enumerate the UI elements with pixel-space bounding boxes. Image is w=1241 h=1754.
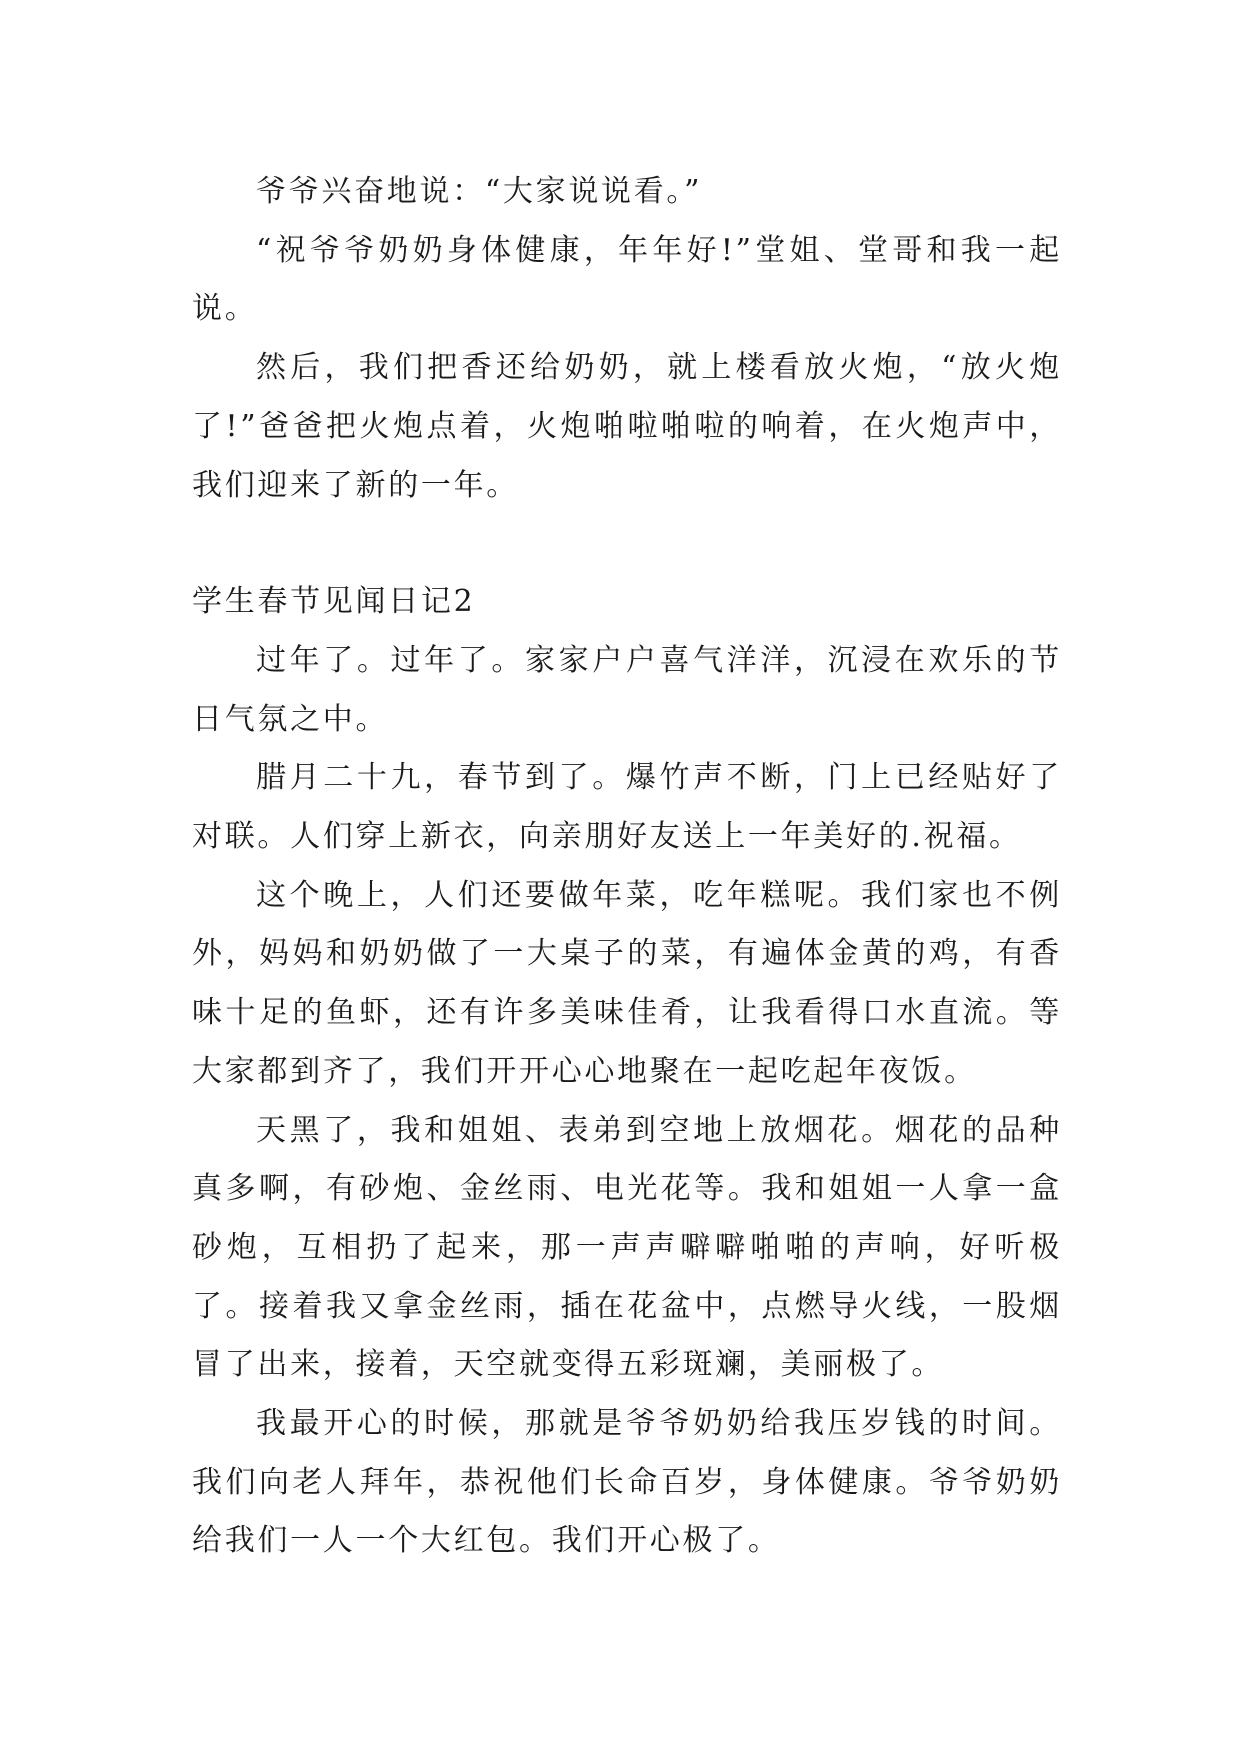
paragraph-2: “祝爷爷奶奶身体健康，年年好!”堂姐、堂哥和我一起说。 bbox=[192, 232, 1062, 327]
paragraph-3: 然后，我们把香还给奶奶，就上楼看放火炮，“放火炮了!”爸爸把火炮点着，火炮啪啦啪啦的响着，在火炮声中，我们迎来了新的一年。 bbox=[192, 350, 1062, 503]
paragraph-7: 天黑了，我和姐姐、表弟到空地上放烟花。烟花的品种真多啊，有砂炮、金丝雨、电光花等。我和姐姐一人拿一盒砂炮，互相扔了起来，那一声声噼噼啪啪的声响，好听极了。接着我又拿金丝雨，插在花盆中，点燃导火线，一股烟冒了出来，接着，天空就变得五彩斑斓，美丽极了。 bbox=[192, 1112, 1062, 1383]
paragraph-8: 我最开心的时候，那就是爷爷奶奶给我压岁钱的时间。我们向老人拜年，恭祝他们长命百岁，身体健康。爷爷奶奶给我们一人一个大红包。我们开心极了。 bbox=[192, 1406, 1062, 1559]
document-body bbox=[192, 163, 1062, 1571]
section-heading: 学生春节见闻日记2 bbox=[192, 584, 476, 620]
paragraph-4: 过年了。过年了。家家户户喜气洋洋，沉浸在欢乐的节日气氛之中。 bbox=[192, 642, 1062, 737]
paragraph-6: 这个晚上，人们还要做年菜，吃年糕呢。我们家也不例外，妈妈和奶奶做了一大桌子的菜，有遍体金黄的鸡，有香味十足的鱼虾，还有许多美味佳肴，让我看得口水直流。等大家都到齐了，我们开开心心地聚在一起吃起年夜饭。 bbox=[192, 877, 1062, 1089]
paragraph-5: 腊月二十九，春节到了。爆竹声不断，门上已经贴好了对联。人们穿上新衣，向亲朋好友送上一年美好的.祝福。 bbox=[192, 760, 1062, 855]
paragraph-1: 爷爷兴奋地说：“大家说说看。” bbox=[256, 174, 703, 209]
